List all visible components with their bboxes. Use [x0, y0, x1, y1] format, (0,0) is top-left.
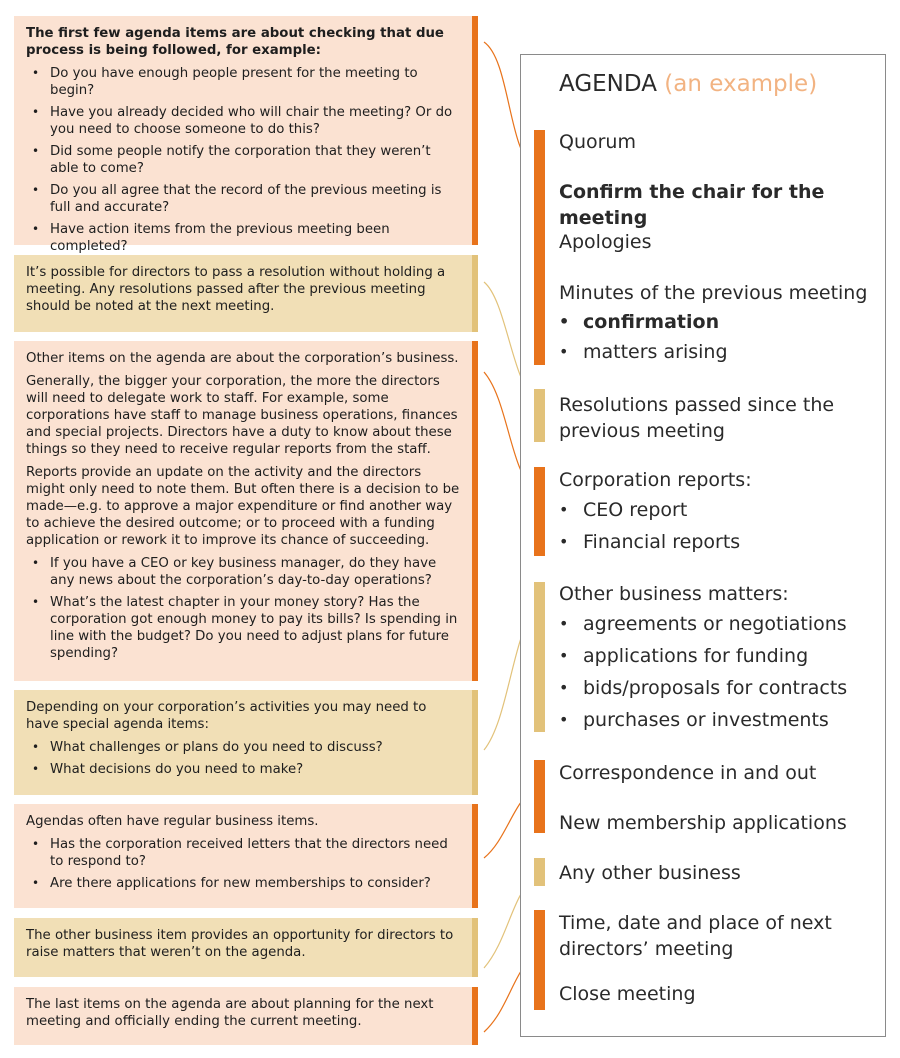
agenda-section-bar — [534, 858, 545, 886]
note-bullet: • Are there applications for new memberships to consider? — [26, 875, 460, 892]
agenda-item-other-business: Other business matters: — [559, 583, 789, 605]
note-bullet: • Has the corporation received letters that the directors need to respond to? — [26, 836, 460, 870]
agenda-title — [559, 70, 817, 98]
agenda-subitem: • bids/proposals for contracts — [559, 675, 879, 701]
note-bullet: • Have action items from the previous meeting been completed? — [26, 221, 460, 255]
note-bullet: • Do you all agree that the record of the previous meeting is full and accurate? — [26, 182, 460, 216]
note-bullet: • What decisions do you need to make? — [26, 761, 460, 778]
note-bullet: • Do you have enough people present for the meeting to begin? — [26, 65, 460, 99]
note-intro: The first few agenda items are about checking that due process is being followed, for example: — [26, 26, 444, 58]
agenda-section-bar — [534, 389, 545, 442]
agenda-item-chair: Confirm the chair for the meeting — [559, 181, 825, 229]
note-bullet: • What’s the latest chapter in your money story? Has the corporation got enough money to pay its bills? Is spending in line with the budget? Do you need to adjust plans for future spending? — [26, 594, 460, 662]
agenda-title-text: AGENDA — [559, 71, 657, 97]
agenda-item-membership: New membership applications — [559, 812, 847, 834]
note-paragraph: Reports provide an update on the activity and the directors might only need to note them. But often there is a decision to be made—e.g. to approve a major expenditure or find another way to achieve the desired outcome; or to proceed with a funding application or rework it to improve its chance of succeeding. — [26, 465, 460, 548]
agenda-item-resolutions: Resolutions passed since the previous meeting — [559, 394, 835, 442]
agenda-item-correspondence: Correspondence in and out — [559, 762, 817, 784]
agenda-subitem: • Financial reports — [559, 529, 879, 555]
agenda-section-bar — [534, 130, 545, 365]
agenda-section-bar — [534, 467, 545, 556]
note-text: The other business item provides an opportunity for directors to raise matters that weren’t on the agenda. — [26, 928, 454, 960]
agenda-subitem: • agreements or negotiations — [559, 611, 879, 637]
agenda-item-quorum: Quorum — [559, 131, 636, 153]
note-intro: Agendas often have regular business items. — [26, 814, 319, 829]
note-text: The last items on the agenda are about planning for the next meeting and officially ending the current meeting. — [26, 997, 434, 1029]
note-paragraph: Generally, the bigger your corporation, the more the directors will need to delegate work to staff. For example, some corporations have staff to manage business operations, finances and special projects. Directors have a duty to know about these things so they need to receive regular reports from the staff. — [26, 374, 458, 457]
note-bullet: • Have you already decided who will chair the meeting? Or do you need to choose someone to do this? — [26, 104, 460, 138]
agenda-subtitle: (an example) — [664, 71, 818, 97]
agenda-section-bar — [534, 910, 545, 1010]
note-bullet: • Did some people notify the corporation that they weren’t able to come? — [26, 143, 460, 177]
note-bullet: • What challenges or plans do you need to discuss? — [26, 739, 460, 756]
agenda-item-minutes: Minutes of the previous meeting — [559, 282, 868, 304]
note-text: It’s possible for directors to pass a resolution without holding a meeting. Any resolutions passed after the previous meeting should be noted at the next meeting. — [26, 265, 446, 314]
note-intro: Depending on your corporation’s activities you may need to have special agenda items: — [26, 700, 427, 732]
agenda-subitem: • applications for funding — [559, 643, 879, 669]
agenda-subitem: • matters arising — [559, 339, 879, 365]
note-bullet: • If you have a CEO or key business manager, do they have any news about the corporation’s day-to-day operations? — [26, 555, 460, 589]
agenda-item-close: Close meeting — [559, 983, 696, 1005]
agenda-subitem: • confirmation — [559, 309, 879, 335]
agenda-item-reports: Corporation reports: — [559, 469, 752, 491]
agenda-subitem: • CEO report — [559, 497, 879, 523]
agenda-section-bar — [534, 582, 545, 732]
agenda-item-aob: Any other business — [559, 862, 741, 884]
note-paragraph: Other items on the agenda are about the corporation’s business. — [26, 351, 459, 366]
agenda-section-bar — [534, 760, 545, 833]
agenda-item-next-meeting: Time, date and place of next directors’ meeting — [559, 912, 832, 960]
agenda-item-apologies: Apologies — [559, 231, 652, 253]
agenda-subitem: • purchases or investments — [559, 707, 879, 733]
